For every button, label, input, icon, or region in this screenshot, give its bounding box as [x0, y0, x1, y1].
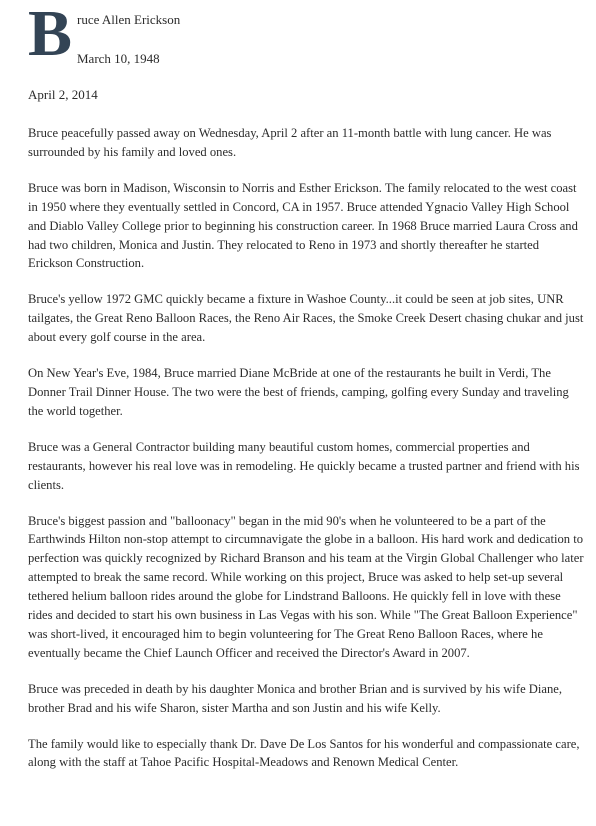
obituary-body [28, 124, 584, 789]
paragraph-survivors: Bruce was preceded in death by his daughter Monica and brother Brian and is survived by his wife Diane, brother Brad and his wife Sharon, sister Martha and son Justin and his wife Kelly. [28, 681, 563, 715]
drop-cap-letter: B [28, 0, 73, 70]
paragraph-thanks: The family would like to especially thank Dr. Dave De Los Santos for his wonderful and compassionate care, along with the staff at Tahoe Pacific Hospital-Meadows and Renown Medical Center. [28, 736, 580, 770]
birth-date: March 10, 1948 [77, 51, 160, 66]
paragraph-career: Bruce was a General Contractor building many beautiful custom homes, commercial properties and restaurants, however his real love was in remodeling. He quickly became a trusted partner and friend with his clients. [28, 439, 580, 492]
paragraph-early-life: Bruce was born in Madison, Wisconsin to Norris and Esther Erickson. The family relocated to the west coast in 1950 where they eventually settled in Concord, CA in 1957. Bruce attended Ygnacio Valley High School and Diablo Valley College prior to beginning his construction career. In 1968 Bruce married Laura Cross and had two children, Monica and Justin. They relocated to Reno in 1973 and shortly thereafter he started Erickson Construction. [28, 180, 578, 271]
obituary-header [28, 0, 588, 74]
paragraph-ballooning: Bruce's biggest passion and "balloonacy" began in the mid 90's when he volunteered to be a part of the Earthwinds Hilton non-stop attempt to circumnavigate the globe in a balloon. His hard work and dedication to perfection was quickly recognized by Richard Branson and his team at the Virgin Global Challenger who later attempted to break the same record. While working on this project, Bruce was asked to help set-up several tethered helium balloon rides around the globe for Lindstrand Balloons. He quickly fell in love with these rides and decided to start his own business in Las Vegas with his son. While "The Great Balloon Experience" was short-lived, it encouraged him to begin volunteering for The Great Reno Balloon Races, where he eventually became the Chief Launch Officer and received the Director's Award in 2007. [28, 513, 584, 660]
death-date: April 2, 2014 [28, 87, 98, 102]
deceased-name: ruce Allen Erickson [77, 12, 181, 27]
paragraph-passing: Bruce peacefully passed away on Wednesday, April 2 after an 11-month battle with lung cancer. He was surrounded by his family and loved ones. [28, 126, 552, 159]
paragraph-marriage: On New Year's Eve, 1984, Bruce married Diane McBride at one of the restaurants he built in Verdi, The Donner Trail Dinner House. The two were the best of friends, camping, golfing every Sunday and traveling the world together. [28, 366, 569, 418]
paragraph-gmc-truck: Bruce's yellow 1972 GMC quickly became a fixture in Washoe County...it could be seen at job sites, UNR tailgates, the Great Reno Balloon Races, the Reno Air Races, the Smoke Creek Desert chasing chukar and just about every golf course in the area. [28, 292, 584, 345]
